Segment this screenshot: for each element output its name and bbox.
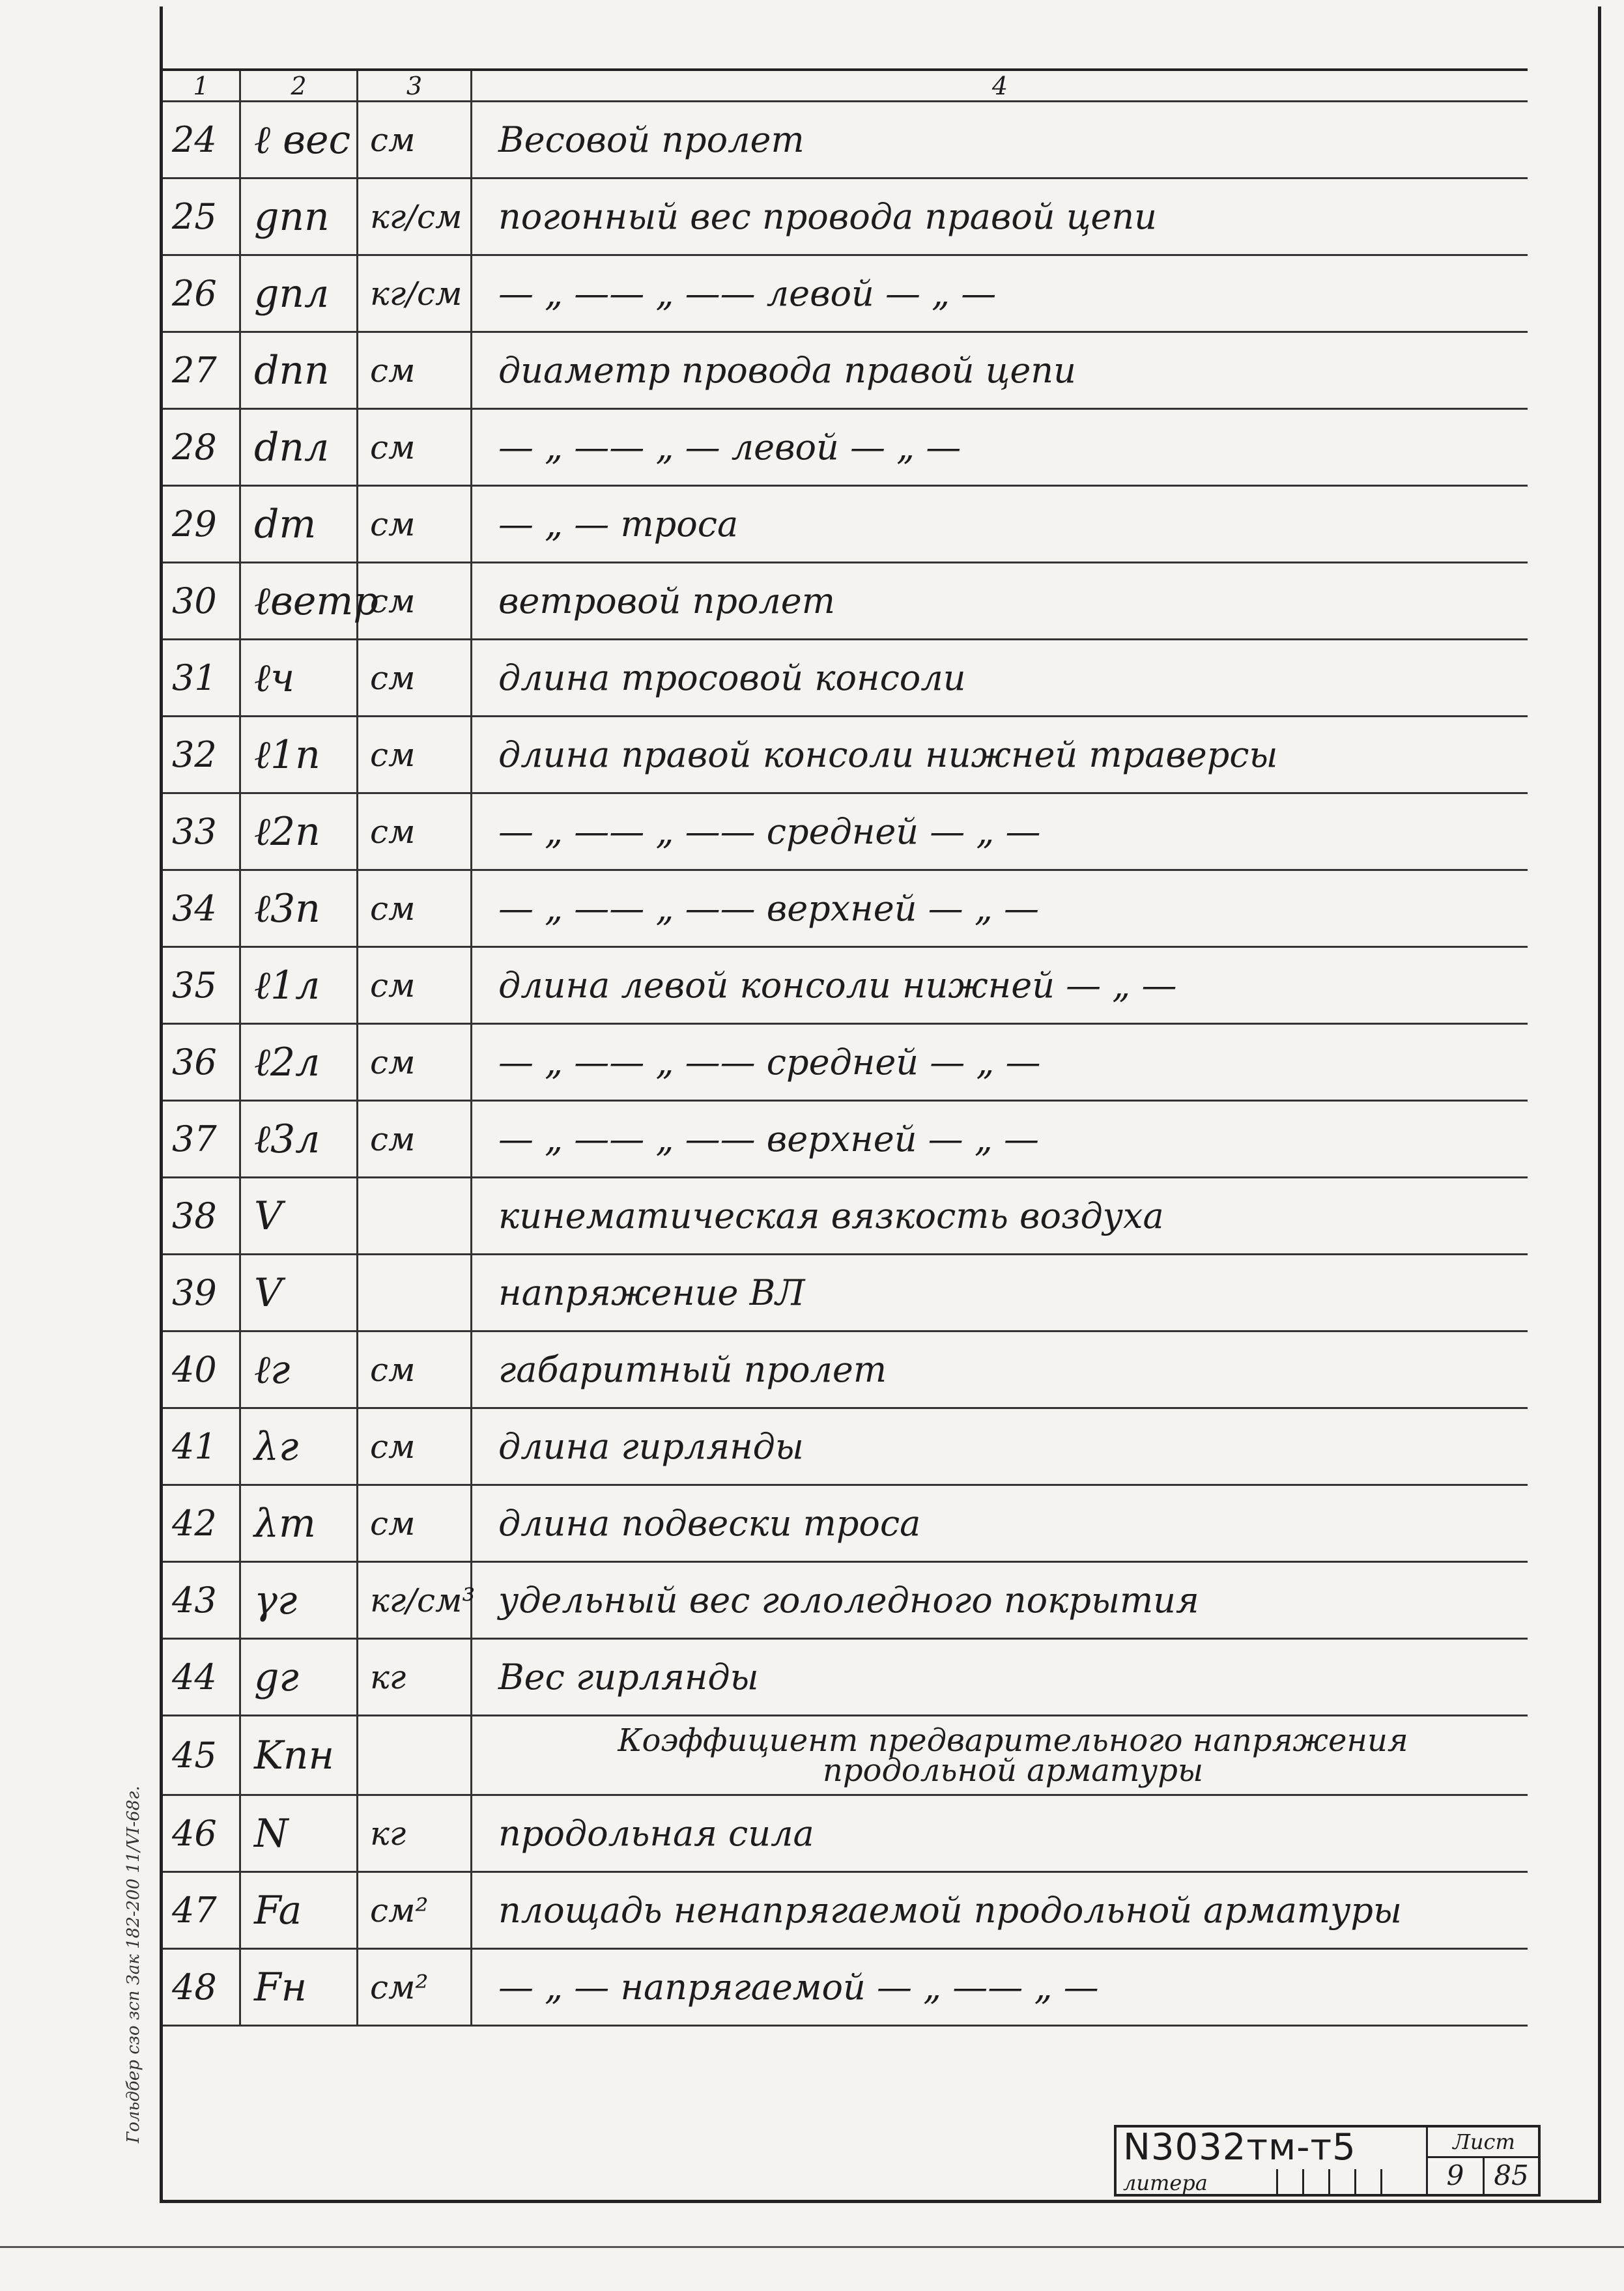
title-block-stamp xyxy=(1114,2125,1541,2197)
row-description: площадь ненапрягаемой продольной арматуры xyxy=(498,1890,1402,1931)
row-number: 36 xyxy=(163,1025,241,1100)
row-symbol: Fa xyxy=(241,1873,358,1948)
row-description: — „ —— „ —— левой — „ — xyxy=(498,273,997,314)
row-number: 43 xyxy=(163,1563,241,1638)
table-header-row xyxy=(163,71,1528,102)
table-row xyxy=(163,1102,1528,1178)
row-symbol: ℓ1л xyxy=(241,948,358,1023)
table-row xyxy=(163,1409,1528,1486)
row-number: 46 xyxy=(163,1796,241,1871)
row-number: 41 xyxy=(163,1409,241,1484)
row-unit: см xyxy=(358,1409,472,1484)
row-symbol: ℓ2л xyxy=(241,1025,358,1100)
row-symbol: ℓч xyxy=(241,640,358,715)
row-unit xyxy=(358,1716,472,1794)
row-description: — „ —— „ —— средней — „ — xyxy=(498,811,1041,852)
table-row xyxy=(163,1796,1528,1873)
row-number: 25 xyxy=(163,179,241,254)
row-description: напряжение ВЛ xyxy=(498,1272,805,1313)
litera-label: литера xyxy=(1123,2170,1208,2195)
row-number: 44 xyxy=(163,1640,241,1715)
row-description: — „ —— „ —— верхней — „ — xyxy=(498,1118,1039,1160)
row-unit xyxy=(358,1178,472,1253)
table-row xyxy=(163,1178,1528,1255)
row-symbol: dпп xyxy=(241,333,358,408)
table-row xyxy=(163,487,1528,563)
row-number: 28 xyxy=(163,410,241,485)
row-description: Вес гирлянды xyxy=(498,1657,759,1698)
row-description: удельный вес гололедного покрытия xyxy=(498,1580,1199,1621)
row-symbol: Fн xyxy=(241,1950,358,2025)
row-unit: см² xyxy=(358,1873,472,1948)
row-symbol: λг xyxy=(241,1409,358,1484)
row-unit: см² xyxy=(358,1950,472,2025)
litera-box xyxy=(1380,2169,1406,2195)
row-symbol: γг xyxy=(241,1563,358,1638)
row-number: 24 xyxy=(163,102,241,177)
table-row xyxy=(163,1486,1528,1563)
row-number: 35 xyxy=(163,948,241,1023)
row-description: — „ —— „ — левой — „ — xyxy=(498,427,962,468)
legend-table xyxy=(163,68,1528,2027)
row-unit: см xyxy=(358,563,472,638)
row-symbol: ℓ2п xyxy=(241,794,358,869)
row-unit: см xyxy=(358,1486,472,1561)
row-unit: см xyxy=(358,871,472,946)
row-symbol: N xyxy=(241,1796,358,1871)
row-number: 26 xyxy=(163,256,241,331)
row-description: — „ —— „ —— средней — „ — xyxy=(498,1042,1041,1083)
row-symbol: Kпн xyxy=(241,1716,358,1794)
row-description: длина тросовой консоли xyxy=(498,657,966,698)
row-unit: кг/см³ xyxy=(358,1563,472,1638)
row-unit: см xyxy=(358,1102,472,1176)
litera-box xyxy=(1302,2169,1328,2195)
row-description: длина правой консоли нижней траверсы xyxy=(498,734,1278,775)
row-number: 33 xyxy=(163,794,241,869)
table-row xyxy=(163,717,1528,794)
row-description: погонный вес провода правой цепи xyxy=(498,196,1157,237)
row-description: — „ — троса xyxy=(498,504,739,545)
row-description: — „ — напрягаемой — „ —— „ — xyxy=(498,1967,1099,2008)
row-description: продольная сила xyxy=(498,1813,814,1854)
row-description: длина гирлянды xyxy=(498,1426,804,1467)
table-row xyxy=(163,1563,1528,1640)
table-row xyxy=(163,563,1528,640)
row-symbol: λт xyxy=(241,1486,358,1561)
table-row xyxy=(163,948,1528,1025)
table-row xyxy=(163,102,1528,179)
row-number: 47 xyxy=(163,1873,241,1948)
row-description: длина подвески троса xyxy=(498,1503,921,1544)
row-number: 38 xyxy=(163,1178,241,1253)
row-unit: см xyxy=(358,794,472,869)
row-unit: кг/см xyxy=(358,179,472,254)
row-number: 31 xyxy=(163,640,241,715)
litera-box xyxy=(1354,2169,1380,2195)
row-symbol: gпп xyxy=(241,179,358,254)
litera-box xyxy=(1328,2169,1354,2195)
header-col-3: 3 xyxy=(358,71,472,100)
row-number: 42 xyxy=(163,1486,241,1561)
table-row xyxy=(163,179,1528,256)
litera-boxes xyxy=(1276,2169,1406,2195)
row-symbol: ℓ вес xyxy=(241,102,358,177)
row-unit: кг xyxy=(358,1796,472,1871)
table-row xyxy=(163,410,1528,487)
row-description: Весовой пролет xyxy=(498,119,805,160)
row-number: 29 xyxy=(163,487,241,562)
table-row xyxy=(163,333,1528,410)
table-row xyxy=(163,1255,1528,1332)
row-unit: см xyxy=(358,487,472,562)
row-number: 30 xyxy=(163,563,241,638)
row-unit: см xyxy=(358,717,472,792)
sheet-total: 85 xyxy=(1494,2159,1529,2191)
row-unit: см xyxy=(358,410,472,485)
row-symbol: ℓ3п xyxy=(241,871,358,946)
row-number: 39 xyxy=(163,1255,241,1330)
row-symbol: ℓ1п xyxy=(241,717,358,792)
row-symbol: V xyxy=(241,1255,358,1330)
row-unit: см xyxy=(358,948,472,1023)
row-description: габаритный пролет xyxy=(498,1349,887,1390)
row-unit: см xyxy=(358,102,472,177)
row-unit xyxy=(358,1255,472,1330)
table-row xyxy=(163,794,1528,871)
row-unit: см xyxy=(358,640,472,715)
row-unit: см xyxy=(358,1025,472,1100)
row-description xyxy=(472,1716,1528,1794)
sheet-label: Лист xyxy=(1428,2127,1540,2158)
header-col-1: 1 xyxy=(163,71,241,100)
cut-line xyxy=(0,2246,1624,2248)
table-row xyxy=(163,871,1528,948)
row-symbol: dт xyxy=(241,487,358,562)
table-row xyxy=(163,1950,1528,2027)
row-number: 37 xyxy=(163,1102,241,1176)
litera-box xyxy=(1276,2169,1302,2195)
row-symbol: ℓ3л xyxy=(241,1102,358,1176)
row-unit: кг xyxy=(358,1640,472,1715)
header-col-2: 2 xyxy=(241,71,358,100)
row-description: ветровой пролет xyxy=(498,580,835,621)
row-symbol: V xyxy=(241,1178,358,1253)
row-description: длина левой консоли нижней — „ — xyxy=(498,965,1177,1006)
table-row xyxy=(163,1716,1528,1796)
margin-note: Гольдбер сзо зсп Зак 182-200 11/VI-68г. xyxy=(124,1786,143,2143)
sheet-area xyxy=(1426,2127,1540,2194)
row-unit: кг/см xyxy=(358,256,472,331)
row-description: кинематическая вязкость воздуха xyxy=(498,1195,1164,1236)
row-unit: см xyxy=(358,333,472,408)
row-unit: см xyxy=(358,1332,472,1407)
row-description-line-1: Коэффициент предварительного напряжения xyxy=(618,1722,1408,1759)
row-number: 32 xyxy=(163,717,241,792)
row-symbol: gг xyxy=(241,1640,358,1715)
row-symbol: gпл xyxy=(241,256,358,331)
table-row xyxy=(163,1025,1528,1102)
row-number: 45 xyxy=(163,1716,241,1794)
row-description-line-2: продольной арматуры xyxy=(822,1752,1204,1789)
row-symbol: ℓветр xyxy=(241,563,358,638)
table-row xyxy=(163,1873,1528,1950)
table-row xyxy=(163,1332,1528,1409)
row-description: — „ —— „ —— верхней — „ — xyxy=(498,888,1039,929)
table-row xyxy=(163,1640,1528,1716)
row-symbol: dпл xyxy=(241,410,358,485)
row-number: 48 xyxy=(163,1950,241,2025)
drawing-code: N3032тм-т5 xyxy=(1123,2126,1356,2169)
row-number: 40 xyxy=(163,1332,241,1407)
row-description: диаметр провода правой цепи xyxy=(498,350,1076,391)
row-symbol: ℓг xyxy=(241,1332,358,1407)
row-number: 27 xyxy=(163,333,241,408)
sheet-number: 9 xyxy=(1428,2157,1485,2194)
table-row xyxy=(163,640,1528,717)
row-number: 34 xyxy=(163,871,241,946)
header-col-4: 4 xyxy=(991,71,1008,100)
table-row xyxy=(163,256,1528,333)
